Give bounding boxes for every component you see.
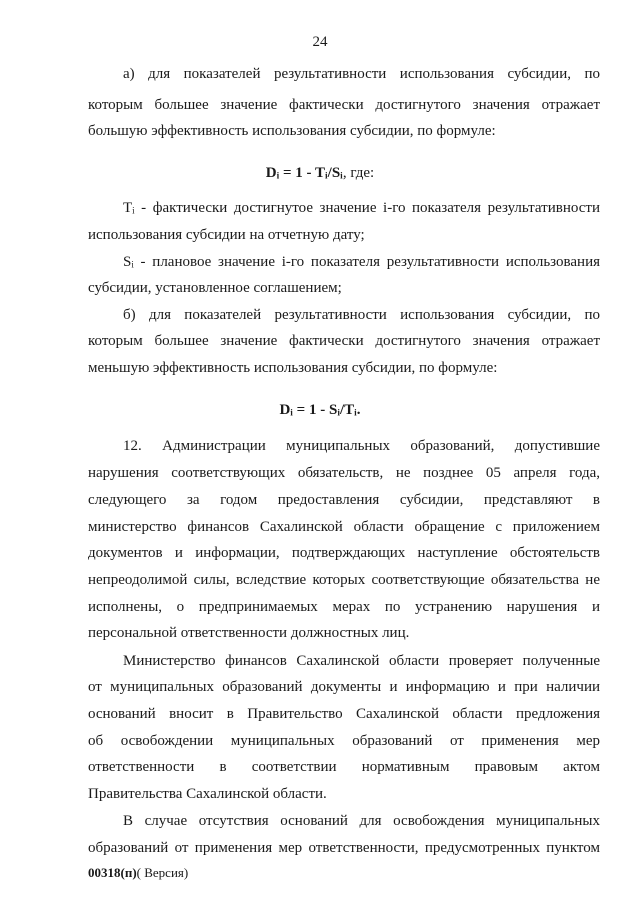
para-12-line-6: непреодолимой силы, вследствие которых соответствующие обязательства не [88, 572, 600, 588]
para-absence-line-1: В случае отсутствия оснований для освобождения муниципальных [123, 813, 600, 829]
para-ministry-line-4: об освобождении муниципальных образований от применения мер [88, 733, 600, 749]
page-number: 24 [312, 34, 328, 50]
para-12-line-2: нарушения соответствующих обязательств, не позднее 05 апреля года, [88, 465, 600, 481]
document-code: 00318(п) [88, 865, 137, 880]
def-t-line-1: Tᵢ - фактически достигнутое значение i-го показателя результативности [123, 200, 600, 216]
para-a-line-1: а) для показателей результативности использования субсидии, по [123, 66, 600, 82]
formula-1-expression: Dᵢ = 1 - Tᵢ/Sᵢ [265, 165, 343, 181]
def-s-line-1: Sᵢ - плановое значение i-го показателя результативности использования [123, 254, 600, 270]
para-ministry-line-6: Правительства Сахалинской области. [88, 786, 327, 802]
para-absence-line-2: образований от применения мер ответственности, предусмотренных пунктом [88, 840, 600, 856]
para-b-line-2: которым большее значение фактически достигнутого значения отражает [88, 333, 600, 349]
para-12-line-8: персональной ответственности должностных лиц. [88, 625, 410, 641]
para-a-line-2: которым большее значение фактически достигнутого значения отражает [88, 97, 600, 113]
document-version: ( Версия) [136, 865, 189, 880]
para-12-line-5: документов и информации, подтверждающих наступление обстоятельств [88, 545, 600, 561]
para-a-line-3: большую эффективность использования субсидии, по формуле: [88, 123, 496, 139]
para-ministry-line-1: Министерство финансов Сахалинской области проверяет полученные [123, 653, 600, 669]
formula-2 [0, 400, 640, 420]
formula-1-suffix: , где: [342, 165, 375, 181]
formula-2-expression: Dᵢ = 1 - Sᵢ/Tᵢ. [279, 402, 361, 418]
para-12-line-3: следующего за годом предоставления субсидии, представляют в [88, 492, 600, 508]
para-ministry-line-5: ответственности в соответствии нормативным правовым актом [88, 759, 600, 775]
def-s-line-2: субсидии, установленное соглашением; [88, 280, 342, 296]
def-t-line-2: использования субсидии на отчетную дату; [88, 227, 365, 243]
para-b-line-1: б) для показателей результативности использования субсидии, по [123, 307, 600, 323]
para-ministry-line-2: от муниципальных образований документы и информацию и при наличии [88, 679, 600, 695]
para-12-line-4: министерство финансов Сахалинской области обращение с приложением [88, 519, 600, 535]
para-b-line-3: меньшую эффективность использования субсидии, по формуле: [88, 360, 498, 376]
document-footer [88, 864, 188, 882]
formula-1 [0, 163, 640, 183]
para-12-line-7: исполнены, о предпринимаемых мерах по устранению нарушения и [88, 599, 600, 615]
para-12-line-1: 12. Администрации муниципальных образований, допустившие [123, 438, 600, 454]
para-ministry-line-3: оснований вносит в Правительство Сахалинской области предложения [88, 706, 600, 722]
